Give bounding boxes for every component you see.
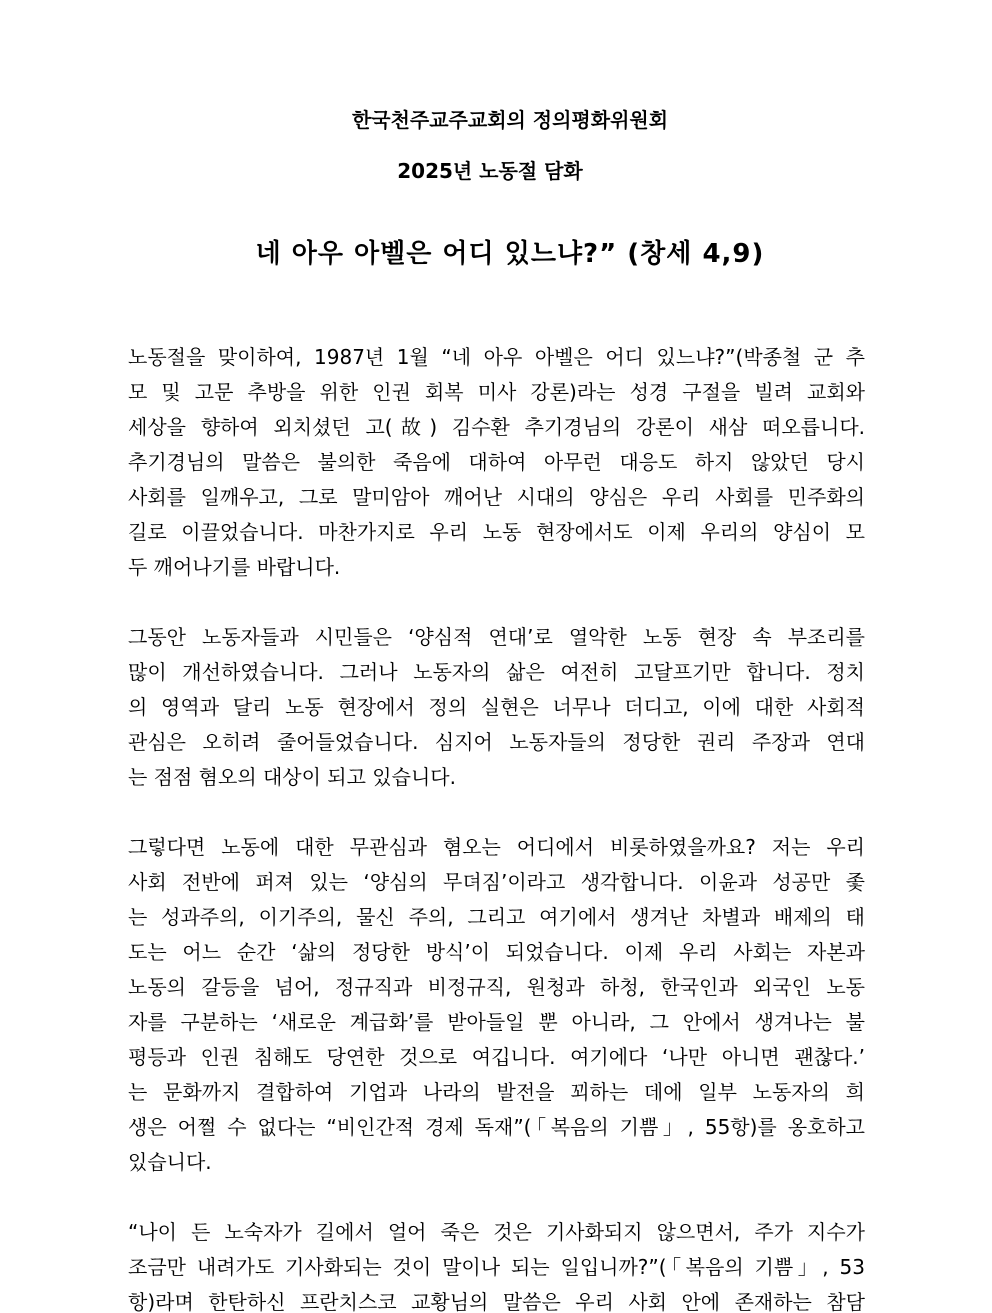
text-line: 모 및 고문 추방을 위한 인권 회복 미사 강론)라는 성경 구절을 빌려 교회와 bbox=[128, 380, 865, 404]
organization-title: 한국천주교주교회의 정의평화위원회 bbox=[351, 108, 669, 132]
text-line: 노동의 갈등을 넘어, 정규직과 비정규직, 원청과 하청, 한국인과 외국인 노동 bbox=[128, 975, 865, 999]
text-line: 생은 어쩔 수 없다는 “비인간적 경제 독재”(「복음의 기쁨」, 55항)를 옹호하고 bbox=[128, 1115, 865, 1139]
main-title: 네 아우 아벨은 어디 있느냐?” (창세 4,9) bbox=[255, 239, 765, 269]
text-line: 평등과 인권 침해도 당연한 것으로 여깁니다. 여기에다 ‘나만 아니면 괜찮다.’ bbox=[128, 1045, 865, 1069]
body-text bbox=[128, 340, 865, 1313]
text-line: 사회를 일깨우고, 그로 말미암아 깨어난 시대의 양심은 우리 사회를 민주화의 bbox=[128, 485, 865, 509]
paragraph-4 bbox=[128, 1215, 865, 1313]
paragraph-2 bbox=[128, 620, 865, 795]
text-line: 는 성과주의, 이기주의, 물신 주의, 그리고 여기에서 생겨난 차별과 배제의 태 bbox=[128, 905, 865, 929]
text-line: 자를 구분하는 ‘새로운 계급화’를 받아들일 뿐 아니라, 그 안에서 생겨나는 불 bbox=[128, 1010, 865, 1034]
text-line: 많이 개선하였습니다. 그러나 노동자의 삶은 여전히 고달프기만 합니다. 정치 bbox=[128, 660, 865, 684]
text-line: 있습니다. bbox=[128, 1150, 212, 1174]
text-line: 의 영역과 달리 노동 현장에서 정의 실현은 너무나 더디고, 이에 대한 사회적 bbox=[128, 695, 865, 719]
text-line: “나이 든 노숙자가 길에서 얼어 죽은 것은 기사화되지 않으면서, 주가 지수가 bbox=[128, 1220, 865, 1244]
text-line: 추기경님의 말씀은 불의한 죽음에 대하여 아무런 대응도 하지 않았던 당시 bbox=[128, 450, 865, 474]
text-line: 사회 전반에 퍼져 있는 ‘양심의 무뎌짐’이라고 생각합니다. 이윤과 성공만 좇 bbox=[128, 870, 865, 894]
text-line: 두 깨어나기를 바랍니다. bbox=[128, 555, 341, 579]
text-line: 항)라며 한탄하신 프란치스코 교황님의 말씀은 우리 사회 안에 존재하는 참담 bbox=[128, 1290, 865, 1313]
text-line: 그동안 노동자들과 시민들은 ‘양심적 연대’로 열악한 노동 현장 속 부조리를 bbox=[128, 625, 865, 649]
text-line: 조금만 내려가도 기사화되는 것이 말이나 되는 일입니까?”(「복음의 기쁨」, 53 bbox=[128, 1255, 865, 1279]
paragraph-1 bbox=[128, 340, 865, 585]
text-line: 그렇다면 노동에 대한 무관심과 혐오는 어디에서 비롯하였을까요? 저는 우리 bbox=[128, 835, 865, 859]
text-line: 는 문화까지 결합하여 기업과 나라의 발전을 꾀하는 데에 일부 노동자의 희 bbox=[128, 1080, 865, 1104]
text-line: 도는 어느 순간 ‘삶의 정당한 방식’이 되었습니다. 이제 우리 사회는 자본과 bbox=[128, 940, 865, 964]
text-line: 세상을 향하여 외치셨던 고(故) 김수환 추기경님의 강론이 새삼 떠오릅니다. bbox=[128, 415, 865, 439]
text-line: 는 점점 혐오의 대상이 되고 있습니다. bbox=[128, 765, 456, 789]
text-line: 길로 이끌었습니다. 마찬가지로 우리 노동 현장에서도 이제 우리의 양심이 모 bbox=[128, 520, 865, 544]
text-line: 관심은 오히려 줄어들었습니다. 심지어 노동자들의 정당한 권리 주장과 연대 bbox=[128, 730, 865, 754]
paragraph-3 bbox=[128, 830, 865, 1180]
document-subtitle: 2025년 노동절 담화 bbox=[397, 159, 583, 183]
text-line: 노동절을 맞이하여, 1987년 1월 “네 아우 아벨은 어디 있느냐?”(박종철 군 추 bbox=[128, 345, 865, 369]
